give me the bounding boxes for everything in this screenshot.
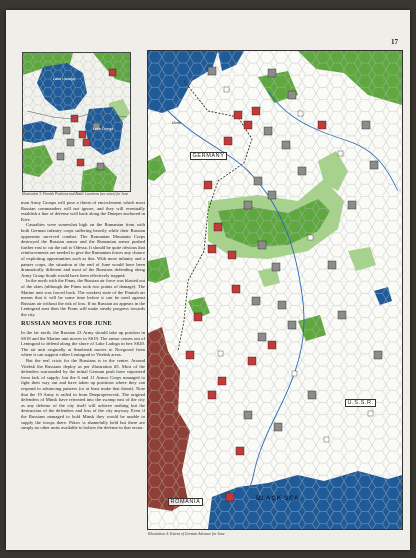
- article-paragraph: But the real crisis for the Russians is in the center. Around Vitebsk the Russians deploy as per illustration #5. Most of the defenders surrounded by the initial German push have vaporized from lack of supply; but the 6 and 11 Armor Corps managed to fight their way out and have taken up positions where they can respond to advancing panzers (or at least make that threat). Note that the 19 Army is railed in from Dnepropetrovsk. The original defenders of Minsk have retreated into the swamp east of the city as any defense of the city itself will achieve nothing but the destruction of the defenders and loss of the city anyway. Even if the Russians managed to hold Minsk they would be unable to supply the troops there. Pskov is shamefully held but there are simply no other units available to bolster the defense in that sector.: [21, 358, 145, 431]
- lake-ladoga-label: Lake Ladoga: [53, 77, 75, 81]
- north-label: North: [172, 121, 182, 125]
- article-paragraph: Casualties were somewhat high on the Rumanian front with both German infantry corps suffering heavily while their Russian opponents survived combat. The Romanian Mountain Corps destroyed the Russian armor and the Rumanian armor pushed further east to cut the rail to Odessa. It should be quite obvious that reinforcements are needed to give the Rumanian forces any chance of exploiting opportunities such as this. With more infantry and a panzer corps, the situation at the end of June would have been dramatically different and most of the Russians defending along Army Group South would have been effectively trapped.: [21, 222, 145, 278]
- romania-label: ROMANIA: [168, 498, 203, 506]
- eastern-front-map: [147, 50, 403, 530]
- ussr-label: U.S.S.R.: [345, 399, 376, 407]
- finnish-front-map-graphic: [23, 53, 130, 191]
- illustration-4-caption: Illustration 4: Extent of German Advance for June: [148, 532, 225, 536]
- black-sea-label: BLACK SEA: [256, 495, 300, 502]
- lake-onega-label: Lake Onega: [92, 127, 114, 131]
- finnish-front-map: [22, 52, 131, 192]
- germany-label: GERMANY: [190, 152, 227, 160]
- article-paragraph: man Army Groups will pose a threat of encirclement which most Russian commanders will not ignore, and they will eventually establish a line of defense well back along the Dnieper anchored in Kiev.: [21, 200, 145, 222]
- article-body: [21, 200, 145, 431]
- eastern-front-map-graphic: [148, 51, 402, 529]
- article-paragraph: In the north with the Finns, the Russian air force was blasted out of the skies (although the Finns took two points of damage). The Marine unit was forced back. The weakest state of the Finnish air means that it will be some time before it can be used against Russian air without the risk of loss. If no Russian air appears in the Leningrad area then the Finns will make steady progress towards the city.: [21, 278, 145, 317]
- illustration-3-caption: Illustration 3: Finnish Positions and Battle Locations (see notes) for June: [22, 192, 129, 196]
- section-heading: RUSSIAN MOVES FOR JUNE: [21, 320, 112, 328]
- page-number: 17: [391, 38, 398, 46]
- article-paragraph: In the far north, the Russian 23 Army should take up position in SS18 and the Marine unit moves to SS19. The armor comes out of Leningrad to defend along the shore of Lake Ladoga in hex SS20. The air unit originally at Smolensk moves to Novgorod from where it can support either Leningrad or Vitebsk areas.: [21, 330, 145, 358]
- magazine-page: [6, 10, 410, 550]
